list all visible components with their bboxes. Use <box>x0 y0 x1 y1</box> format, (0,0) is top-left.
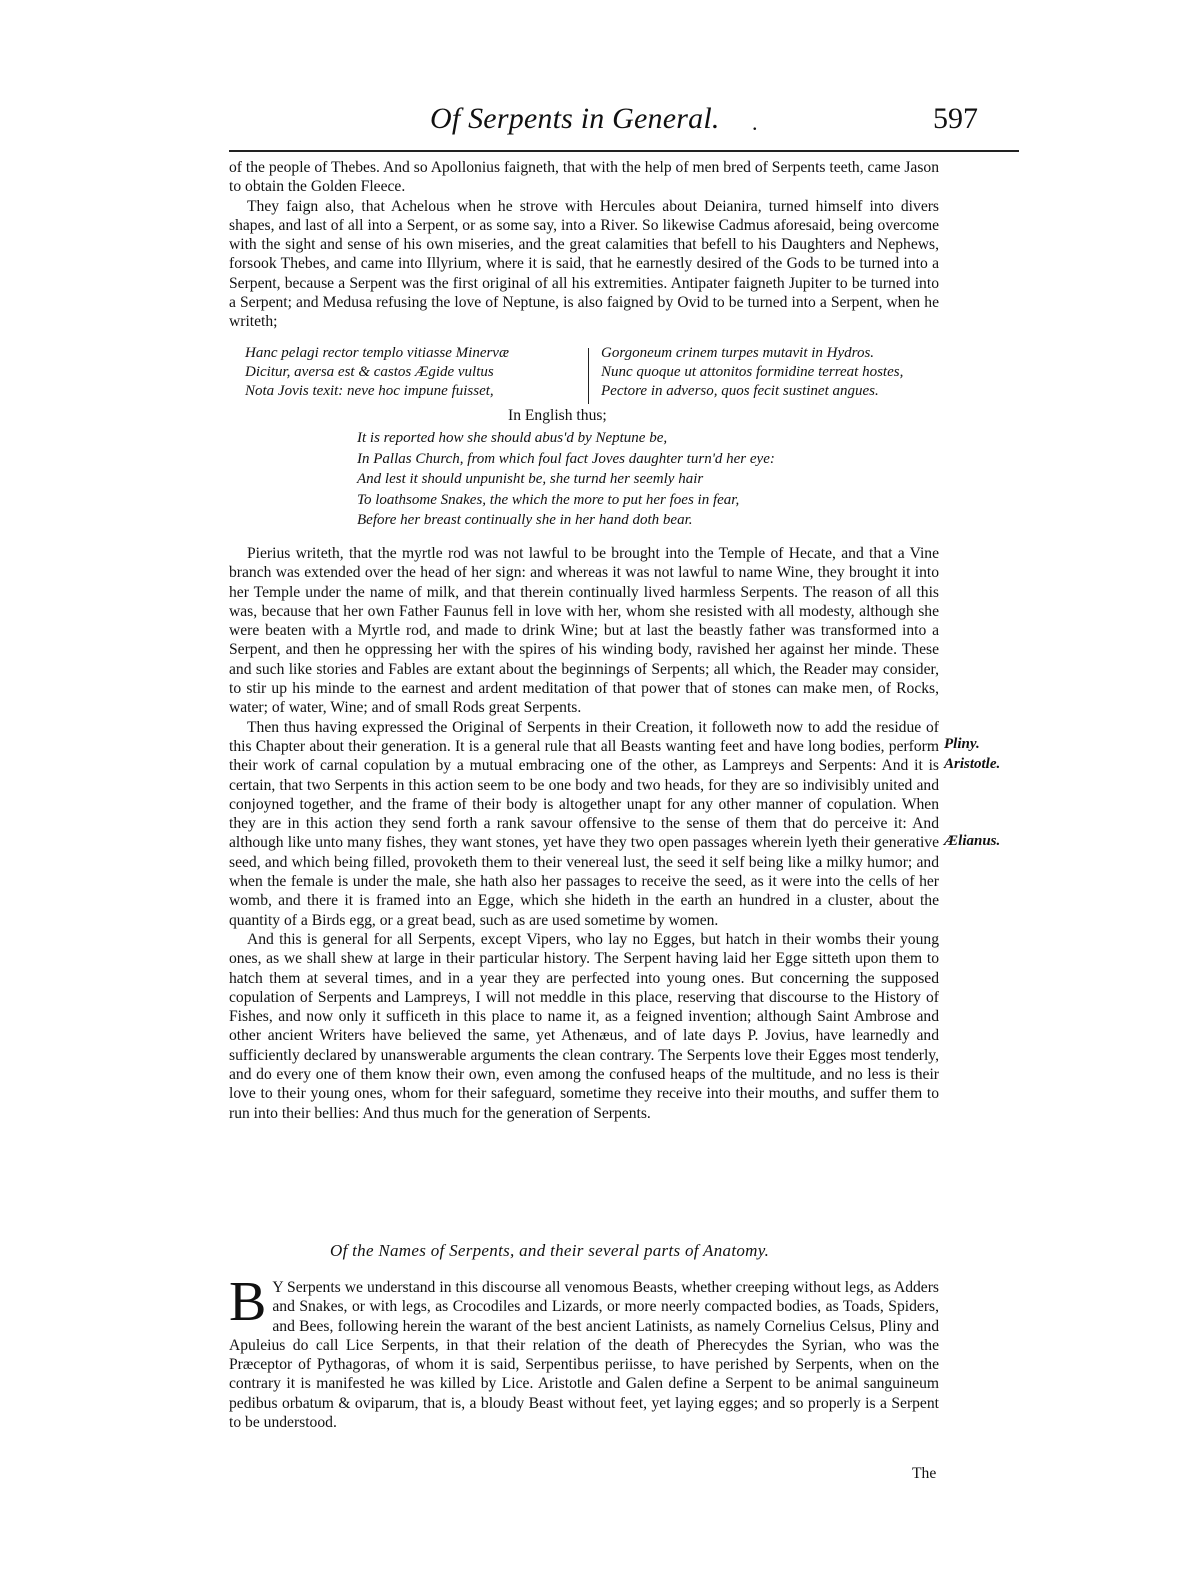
verse-line: It is reported how she should abus'd by Neptune be, <box>357 430 668 446</box>
body-paragraph: Pierius writeth, that the myrtle rod was not lawful to be brought into the Temple of Hecate, and that a Vine branch was extended over the head of her sign: and whereas it was not lawful to name Wine, they brought it into her Temple under the name of milk, and that therein continually lived harmless Serpents. The reason of all this was, because that her own Father Faunus fell in love with her, whom she resisted with all modesty, although she were beaten with a Myrtle rod, and made to drink Wine; but at last the beastly father was transformed into a Serpent, and then he oppressing her with the spires of his winding body, ravished her against her minde. These and such like stories and Fables are extant about the beginnings of Serpents; all which, the Reader may consider, to stir up his minde to the earnest and ardent meditation of that power that of stones can make men, of Rocks, water; of water, Wine; and of small Rods great Serpents. <box>229 545 939 717</box>
page-number: 597 <box>933 102 978 135</box>
verse-line: And lest it should unpunisht be, she turnd her seemly hair <box>357 471 704 487</box>
verse-divider <box>588 348 589 404</box>
latin-verse-left-column <box>245 344 509 401</box>
verse-line: Gorgoneum crinem turpes mutavit in Hydros. <box>601 345 875 361</box>
names-paragraph-text: Y Serpents we understand in this discourse all venomous Beasts, whether creeping without legs, as Adders and Snakes, or with legs, as Crocodiles and Lizards, or more neerly compacted bodies, as Toads, Spiders, and Bees, following herein the warant of the best ancient Latinists, as namely Cornelius Celsus, Pliny and Apuleius do call Lice Serpents, in that their relation of the death of Pherecydes the Syrian, who was the Præceptor of Pythagoras, of whom it is said, Serpentibus periisse, to have perished by Serpents, when on the contrary it is manifested he was killed by Lice. Aristotle and Galen define a Serpent to be animal sanguineum pedibus orbatum & oviparum, that is, a bloudy Beast without feet, yet laying egges; and so properly is a Serpent to be understood. <box>229 1279 939 1432</box>
names-paragraph <box>229 1271 939 1432</box>
body-paragraph: Then thus having expressed the Original of Serpents in their Creation, it followeth now to add the residue of this Chapter about their generation. It is a general rule that all Beasts wanting feet and have long bodies, perform their work of carnal copulation by a mutual embracing one of the other, as Lampreys and Serpents: And it is certain, that two Serpents in this action seem to be one body and two heads, for they are so indivisibly united and conjoyned together, and the frame of their body is altogether unapt for any other manner of copulation. When they are in this action they send forth a rank savour offensive to the sense of them that do perceive it: And although like unto many fishes, they want stones, yet have they two open passages wherein lyeth their generative seed, and which being filled, provoketh them to their venereal lust, the seed it self being like a milky humor; and when the female is under the male, she hath also her passages to receive the seed, as it were into the cells of her womb, and there it is framed into an Egge, which she hideth in the earth an hundred in a cluster, about the quantity of a Birds egg, or a great bead, such as are used sometime by women. <box>229 718 939 929</box>
verse-line: Nota Jovis texit: neve hoc impune fuisset, <box>245 383 494 399</box>
margin-note-aelianus: Ælianus. <box>944 833 1001 849</box>
intro-paragraph: They faign also, that Achelous when he strove with Hercules about Deianira, turned himself into divers shapes, and last of all into a Serpent, or as some say, into a River. So likewise Cadmus aforesaid, being overcome with the sight and sense of his own miseries, and the great calamities that befell to his Daughters and Nephews, forsook Thebes, and came into Illyrium, where it is said, that he earnestly desired of the Gods to be turned into a Serpent, because a Serpent was the first original of all his extremities. Antipater faigneth Jupiter to be turned into a Serpent; and Medusa refusing the love of Neptune, is also faigned by Ovid to be turned into a Serpent, when he writeth; <box>229 197 939 331</box>
running-head: Of Serpents in General. <box>430 102 720 135</box>
english-verse-heading: In English thus; <box>508 407 607 424</box>
english-verse <box>357 428 775 531</box>
margin-note-pliny: Pliny. <box>944 736 980 752</box>
intro-paragraph-continued: of the people of Thebes. And so Apollonius faigneth, that with the help of men bred of Serpents teeth, came Jason to obtain the Golden Fleece. <box>229 159 939 196</box>
header-rule <box>229 150 1019 152</box>
verse-line: In Pallas Church, from which foul fact Joves daughter turn'd her eye: <box>357 450 775 467</box>
verse-line: Nunc quoque ut attonitos formidine terreat hostes, <box>601 364 904 380</box>
verse-line: Dicitur, aversa est & castos Ægide vultus <box>245 364 494 380</box>
margin-note-aristotle: Aristotle. <box>944 756 1001 772</box>
running-head-dot: . <box>752 110 758 135</box>
names-text <box>229 1271 939 1432</box>
body-paragraph: And this is general for all Serpents, except Vipers, who lay no Egges, but hatch in their wombs their young ones, as we shall shew at large in their particular history. The Serpent having laid her Egge sitteth upon them to hatch them at several times, and in a year they are perfected into young ones. But concerning the supposed copulation of Serpents and Lampreys, I will not meddle in this place, reserving that discourse to the History of Fishes, and now only it sufficeth in this place to name it, as a feigned invention; although Saint Ambrose and other ancient Writers have believed the same, yet Athenæus, and of late days P. Jovius, have learnedly and sufficiently declared by unanswerable arguments the clean contrary. The Serpents love their Egges most tenderly, and do every one of them know their own, even among the confused heaps of the multitude, and no less is their love to their young ones, whom for their safeguard, sometime they receive into their mouths, and suffer them to run into their bellies: And thus much for the generation of Serpents. <box>229 930 939 1122</box>
latin-verse-right-column <box>601 344 903 401</box>
drop-cap: B <box>229 1271 267 1333</box>
verse-line: Before her breast continually she in her hand doth bear. <box>357 512 693 528</box>
section-heading: Of the Names of Serpents, and their several parts of Anatomy. <box>330 1241 770 1260</box>
verse-line: To loathsome Snakes, the which the more to put her foes in fear, <box>357 491 740 508</box>
body-text <box>229 544 939 1123</box>
catchword: The <box>912 1465 937 1482</box>
verse-line: Pectore in adverso, quos fecit sustinet angues. <box>601 383 879 399</box>
intro-text <box>229 158 939 332</box>
verse-line: Hanc pelagi rector templo vitiasse Minervæ <box>245 345 509 361</box>
